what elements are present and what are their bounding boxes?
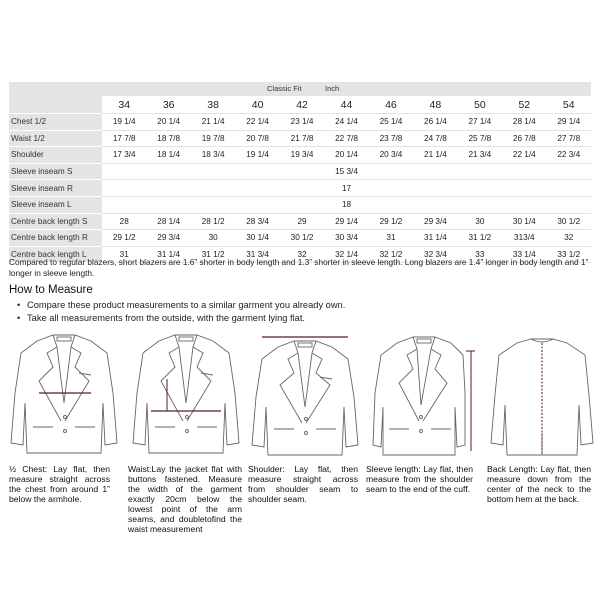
table-cell: 32 1/2 bbox=[369, 246, 413, 263]
table-cell: 18 bbox=[102, 196, 591, 213]
table-cell: 15 3/4 bbox=[102, 163, 591, 180]
table-cell: 29 1/4 bbox=[547, 114, 591, 131]
caption-waist: Waist:Lay the jacket flat with buttons fastened. Measure the width of the garment exactly 20cm below the lowest point of the arm seams, and doubletofind the waist measurement bbox=[128, 464, 242, 534]
table-cell: 33 1/2 bbox=[547, 246, 591, 263]
size-header-cell: 48 bbox=[413, 96, 457, 114]
table-cell: 21 3/4 bbox=[458, 147, 502, 164]
caption-back: Back Length: Lay flat, then measure down from the center of the neck to the bottom hem at the back. bbox=[487, 464, 591, 504]
jacket-back-figure bbox=[487, 333, 597, 461]
table-cell: 20 1/4 bbox=[324, 147, 368, 164]
table-cell: 24 1/4 bbox=[324, 114, 368, 131]
caption-chest: ½ Chest: Lay flat, then measure straight across the chest from around 1” below the armhole. bbox=[9, 464, 110, 504]
size-header-cell: 38 bbox=[191, 96, 235, 114]
length-note: Compared to regular blazers, short blazers are 1.6” shorter in body length and 1.3” shorter in sleeve length. Long blazers are 1.4” longer in body length and 1” longer in sleeve length. bbox=[9, 257, 589, 278]
row-label: Centre back length R bbox=[9, 230, 102, 247]
size-header-cell: 44 bbox=[324, 96, 368, 114]
table-cell: 19 1/4 bbox=[235, 147, 279, 164]
table-cell: 19 7/8 bbox=[191, 130, 235, 147]
table-cell: 19 1/4 bbox=[102, 114, 146, 131]
table-cell: 26 1/4 bbox=[413, 114, 457, 131]
table-cell: 20 7/8 bbox=[235, 130, 279, 147]
table-cell: 33 bbox=[458, 246, 502, 263]
size-header-cell: 54 bbox=[547, 96, 591, 114]
table-cell: 17 3/4 bbox=[102, 147, 146, 164]
table-cell: 27 7/8 bbox=[547, 130, 591, 147]
row-label: Sleeve inseam S bbox=[9, 163, 102, 180]
size-header-cell: 42 bbox=[280, 96, 324, 114]
table-cell: 21 1/4 bbox=[413, 147, 457, 164]
size-header-cell: 50 bbox=[458, 96, 502, 114]
table-cell: 24 7/8 bbox=[413, 130, 457, 147]
table-cell: 18 7/8 bbox=[146, 130, 190, 147]
table-cell: 30 1/2 bbox=[280, 230, 324, 247]
size-header-cell: 34 bbox=[102, 96, 146, 114]
table-cell: 30 bbox=[191, 230, 235, 247]
table-cell: 32 3/4 bbox=[413, 246, 457, 263]
table-cell: 17 bbox=[102, 180, 591, 197]
jacket-chest-figure bbox=[9, 333, 119, 461]
size-header-cell: 52 bbox=[502, 96, 546, 114]
table-cell: 32 1/4 bbox=[324, 246, 368, 263]
row-label: Shoulder bbox=[9, 147, 102, 164]
table-cell: 17 7/8 bbox=[102, 130, 146, 147]
table-cell: 20 1/4 bbox=[146, 114, 190, 131]
table-cell: 28 1/4 bbox=[502, 114, 546, 131]
table-cell: 23 1/4 bbox=[280, 114, 324, 131]
table-cell: 30 3/4 bbox=[324, 230, 368, 247]
row-label: Waist 1/2 bbox=[9, 130, 102, 147]
table-cell: 313/4 bbox=[502, 230, 546, 247]
table-cell: 27 1/4 bbox=[458, 114, 502, 131]
row-label: Chest 1/2 bbox=[9, 114, 102, 131]
row-label: Centre back length S bbox=[9, 213, 102, 230]
tip-item: • Compare these product measurements to a similar garment you already own. bbox=[17, 299, 345, 312]
table-cell: 29 3/4 bbox=[413, 213, 457, 230]
table-cell: 19 3/4 bbox=[280, 147, 324, 164]
caption-shoulder: Shoulder: Lay flat, then measure straight across from shoulder seam to shoulder seam. bbox=[248, 464, 358, 504]
how-to-measure-title: How to Measure bbox=[9, 284, 93, 296]
size-header-cell: 40 bbox=[235, 96, 279, 114]
caption-sleeve: Sleeve length: Lay flat, then measure from the shoulder seam to the end of the cuff. bbox=[366, 464, 473, 494]
row-label: Sleeve inseam R bbox=[9, 180, 102, 197]
table-cell: 22 1/4 bbox=[235, 114, 279, 131]
table-cell: 22 7/8 bbox=[324, 130, 368, 147]
unit-label: Inch bbox=[325, 84, 340, 93]
size-header-cell: 36 bbox=[146, 96, 190, 114]
jacket-waist-figure bbox=[131, 333, 241, 461]
table-cell: 22 1/4 bbox=[502, 147, 546, 164]
table-cell: 31 1/2 bbox=[191, 246, 235, 263]
table-cell: 28 1/2 bbox=[191, 213, 235, 230]
table-cell: 31 3/4 bbox=[235, 246, 279, 263]
table-cell: 29 bbox=[280, 213, 324, 230]
jacket-shoulder-figure bbox=[250, 333, 360, 461]
table-cell: 29 1/4 bbox=[324, 213, 368, 230]
row-label: Centre back length L bbox=[9, 246, 102, 263]
table-cell: 22 3/4 bbox=[547, 147, 591, 164]
table-cell: 30 1/4 bbox=[235, 230, 279, 247]
table-cell: 28 1/4 bbox=[146, 213, 190, 230]
table-cell: 23 7/8 bbox=[369, 130, 413, 147]
table-cell: 31 1/4 bbox=[413, 230, 457, 247]
table-cell: 20 3/4 bbox=[369, 147, 413, 164]
tip-item: • Take all measurements from the outside, with the garment lying flat. bbox=[17, 312, 345, 325]
table-cell: 31 1/4 bbox=[146, 246, 190, 263]
table-cell: 18 1/4 bbox=[146, 147, 190, 164]
jacket-sleeve-figure bbox=[369, 333, 479, 461]
table-cell: 18 3/4 bbox=[191, 147, 235, 164]
table-cell: 29 1/2 bbox=[102, 230, 146, 247]
table-cell: 31 bbox=[369, 230, 413, 247]
table-cell: 26 7/8 bbox=[502, 130, 546, 147]
table-cell: 25 7/8 bbox=[458, 130, 502, 147]
table-cell: 30 bbox=[458, 213, 502, 230]
table-cell: 31 bbox=[102, 246, 146, 263]
size-header-cell: 46 bbox=[369, 96, 413, 114]
table-cell: 29 1/2 bbox=[369, 213, 413, 230]
table-cell: 32 bbox=[547, 230, 591, 247]
table-cell: 21 7/8 bbox=[280, 130, 324, 147]
fit-label: Classic Fit bbox=[267, 84, 302, 93]
table-cell: 31 1/2 bbox=[458, 230, 502, 247]
table-cell: 30 1/4 bbox=[502, 213, 546, 230]
table-cell: 25 1/4 bbox=[369, 114, 413, 131]
table-cell: 21 1/4 bbox=[191, 114, 235, 131]
table-cell: 28 3/4 bbox=[235, 213, 279, 230]
table-cell: 32 bbox=[280, 246, 324, 263]
table-cell: 28 bbox=[102, 213, 146, 230]
table-cell: 29 3/4 bbox=[146, 230, 190, 247]
table-cell: 33 1/4 bbox=[502, 246, 546, 263]
table-cell: 30 1/2 bbox=[547, 213, 591, 230]
row-label: Sleeve inseam L bbox=[9, 196, 102, 213]
